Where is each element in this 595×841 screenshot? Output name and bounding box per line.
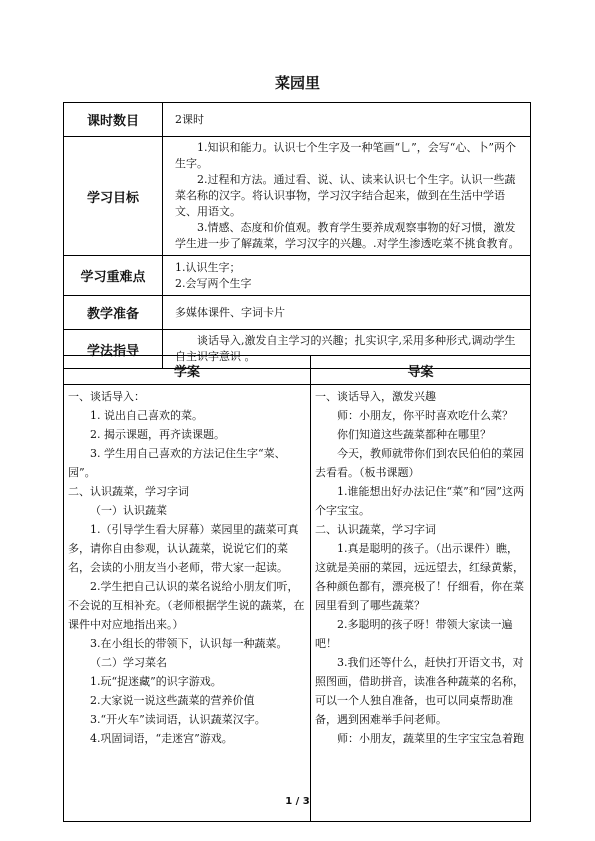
row-label: 教学准备 xyxy=(64,296,163,330)
section-heading: 二、认识蔬菜，学习字词 xyxy=(315,523,436,536)
section-heading: 二、认识蔬菜，学习字词 xyxy=(68,485,189,498)
list-item: 1. 说出自己喜欢的菜。 xyxy=(90,409,203,422)
list-item: 4.巩固词语，“走迷宫”游戏。 xyxy=(90,732,233,745)
list-item: 3. 学生用自己喜欢的方法记住生字“菜、园”。 xyxy=(68,447,286,479)
row-class-hours xyxy=(64,103,531,137)
section-heading: 一、谈话导入，激发兴趣 xyxy=(315,390,436,403)
paragraph: 3.我们还等什么，赶快打开语文书，对照图画，借助拼音，读准各种蔬菜的名称，可以一个人独自准备，也可以同桌帮助准备，遇到困难举手问老师。 xyxy=(315,656,524,726)
row-label: 课时数目 xyxy=(64,103,163,137)
paragraph: 1.谁能想出好办法记住“菜”和“园”这两个字宝宝。 xyxy=(315,485,524,517)
page-title: 菜园里 xyxy=(274,74,320,92)
teacher-plan-column xyxy=(311,385,531,822)
column-header-row xyxy=(64,356,531,385)
class-hours-text: 2课时 xyxy=(175,112,204,126)
list-item: 3.“开火车”读词语，认识蔬菜汉字。 xyxy=(90,713,266,726)
paragraph: 师：小朋友，蔬菜里的生字宝宝急着跑 xyxy=(337,732,524,745)
goal-line: 3.情感、态度和价值观。教育学生要养成观察事物的好习惯，激发学生进一步了解蔬菜，学习汉字的兴趣。.对学生渗透吃菜不挑食教育。 xyxy=(175,221,520,250)
section-heading: 一、谈话导入： xyxy=(68,390,145,403)
list-item: 2. 揭示课题，再齐读课题。 xyxy=(90,428,225,441)
lesson-plan-table xyxy=(63,355,531,822)
row-learning-goals xyxy=(64,137,531,256)
paragraph: 今天，教师就带你们到农民伯伯的菜园去看看。（板书课题） xyxy=(315,447,524,479)
row-label: 学法指导 xyxy=(64,330,163,369)
column-body-row xyxy=(64,385,531,822)
row-key-difficulties xyxy=(64,256,531,296)
method-text: 谈话导入,激发自主学习的兴趣；扎实识字,采用多种形式,调动学生自主识字意识 。 xyxy=(175,334,516,363)
subsection-heading: （二）学习菜名 xyxy=(90,656,167,669)
preparation-text: 多媒体课件、字词卡片 xyxy=(175,305,285,319)
paragraph: 师：小朋友，你平时喜欢吃什么菜？ xyxy=(337,409,513,422)
row-preparation xyxy=(64,296,531,330)
list-item: 2.学生把自己认识的菜名说给小朋友们听，不会说的互相补充。（老师根据学生说的蔬菜，在课件中对应地指出来。） xyxy=(68,580,305,631)
goal-line: 2.过程和方法。通过看、说、认、读来认识七个生字。认识一些蔬菜名称的汉字。将认识事物，学习汉字结合起来，做到在生活中学语文、用语文。 xyxy=(175,173,516,218)
list-item: 1.（引导学生看大屏幕）菜园里的蔬菜可真多，请你自由参观，认认蔬菜，说说它们的菜名，会读的小朋友当小老师，带大家一起读。 xyxy=(68,523,299,574)
subsection-heading: （一）认识蔬菜 xyxy=(90,504,167,517)
difficulty-line: 2.会写两个生字 xyxy=(175,276,252,290)
list-item: 1.玩“捉迷藏”的识字游戏。 xyxy=(90,675,222,688)
teacher-plan-header: 导案 xyxy=(311,356,531,385)
student-plan-column xyxy=(64,385,311,822)
row-label: 学习重难点 xyxy=(64,256,163,296)
list-item: 2.大家说一说这些蔬菜的营养价值 xyxy=(90,694,255,707)
difficulty-line: 1.认识生字； xyxy=(175,260,241,274)
paragraph: 你们知道这些蔬菜都种在哪里？ xyxy=(337,428,491,441)
list-item: 3.在小组长的带领下，认识每一种蔬菜。 xyxy=(90,637,288,650)
paragraph: 2.多聪明的孩子呀！带领大家读一遍吧！ xyxy=(315,618,513,650)
student-plan-header: 学案 xyxy=(64,356,311,385)
goal-line: 1.知识和能力。认识七个生字及一种笔画“乚”，会写“心、卜”两个生字。 xyxy=(175,141,516,170)
page-number: 1 / 3 xyxy=(285,796,310,807)
lesson-info-table xyxy=(63,102,531,369)
row-label: 学习目标 xyxy=(64,137,163,256)
paragraph: 1.真是聪明的孩子。（出示课件）瞧，这就是美丽的菜园，远远望去，红绿黄紫，各种颜色都有，漂亮极了！仔细看，你在菜园里看到了哪些蔬菜？ xyxy=(315,542,524,612)
